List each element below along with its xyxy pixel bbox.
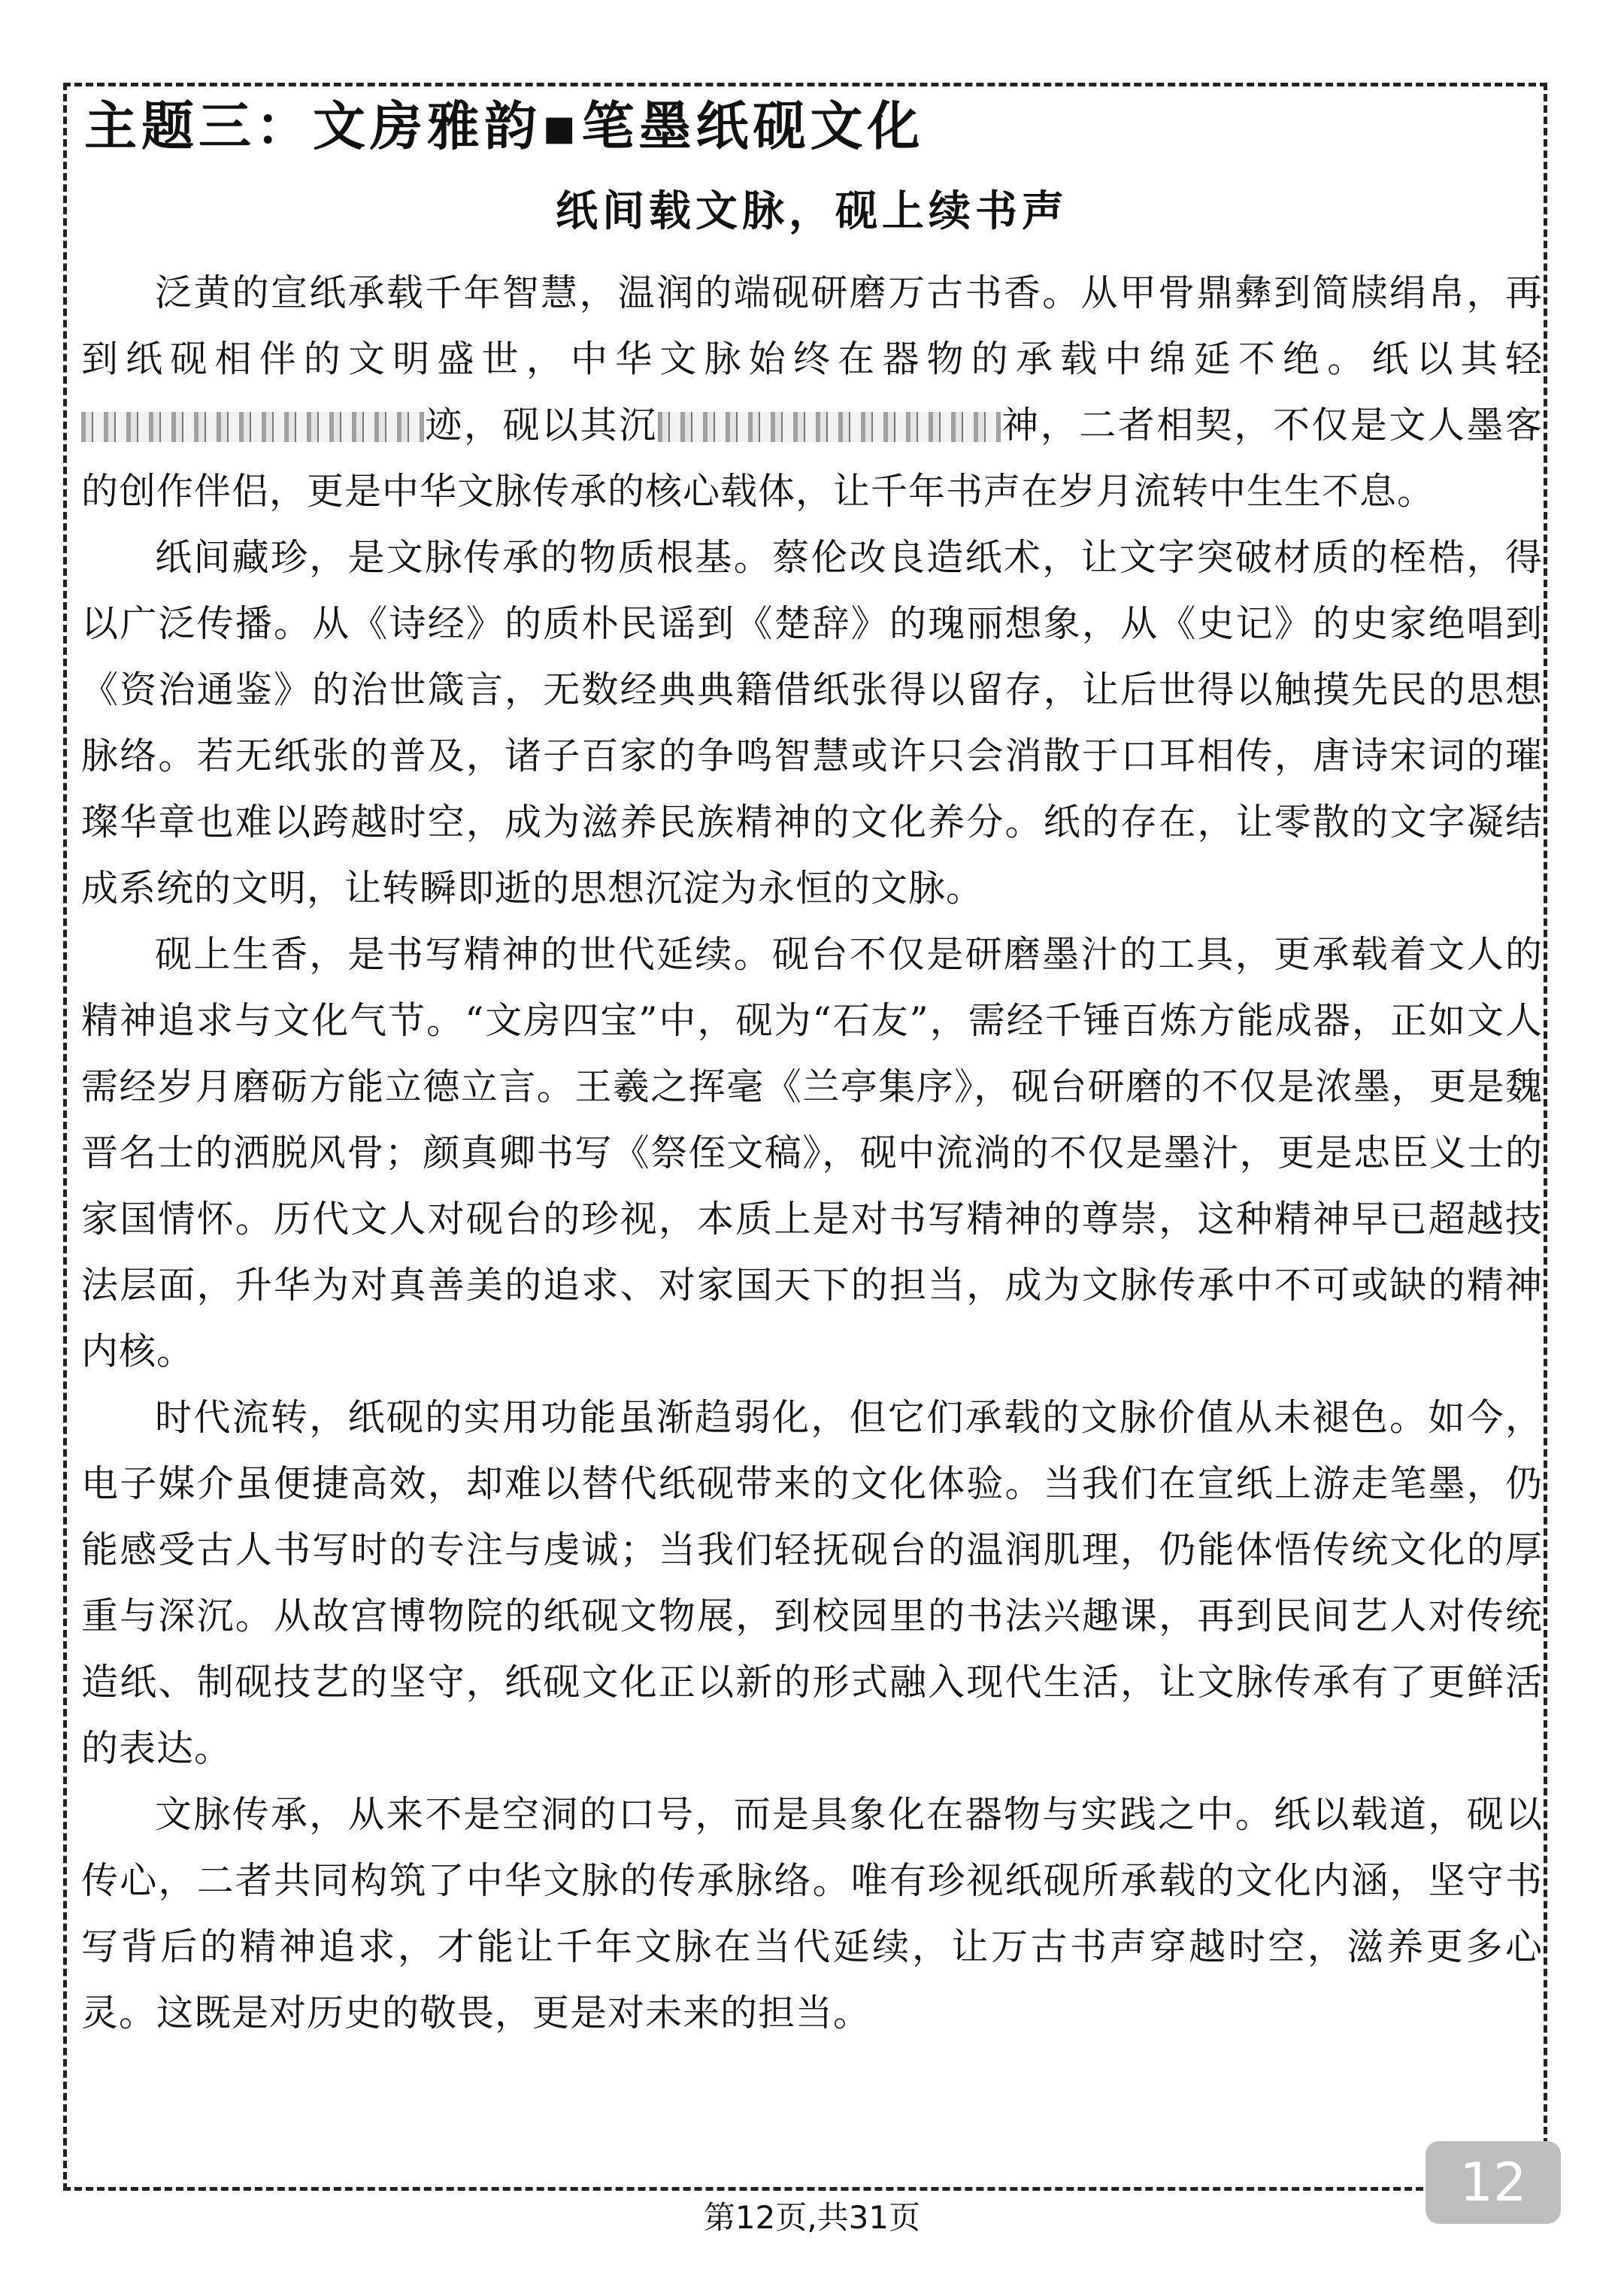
paragraph-1-part-b: 迹，砚以其沉	[424, 404, 658, 447]
paragraph-1-part-c: 神，二者相契，不仅是文人墨客的创作伴侣，更是中华文脉传承的核心载体，让千年书声在岁月流转中生生不息。	[81, 404, 1543, 513]
essay-body	[81, 260, 1543, 2046]
essay-title: 纸间载文脉，砚上续书声	[556, 187, 1068, 236]
page-badge: 12	[1426, 2141, 1561, 2224]
paragraph-5: 文脉传承，从来不是空洞的口号，而是具象化在器物与实践之中。纸以载道，砚以传心，二者共同构筑了中华文脉的传承脉络。唯有珍视纸砚所承载的文化内涵，坚守书写背后的精神追求，才能让千年文脉在当代延续，让万古书声穿越时空，滋养更多心灵。这既是对历史的敬畏，更是对未来的担当。	[81, 1793, 1543, 2034]
paragraph-1-part-a: 泛黄的宣纸承载千年智慧，温润的端砚研磨万古书香。从甲骨鼎彝到简牍绢帛，再到纸砚相伴的文明盛世，中华文脉始终在器物的承载中绵延不绝。纸以其轻	[81, 271, 1543, 380]
redacted-text-block	[81, 412, 424, 442]
paragraph-1	[81, 260, 1543, 525]
paragraph-3: 砚上生香，是书写精神的世代延续。砚台不仅是研磨墨汁的工具，更承载着文人的精神追求与文化气节。“文房四宝”中，砚为“石友”，需经千锤百炼方能成器，正如文人需经岁月磨砺方能立德立言。王羲之挥毫《兰亭集序》，砚台研磨的不仅是浓墨，更是魏晋名士的洒脱风骨；颜真卿书写《祭侄文稿》，砚中流淌的不仅是墨汁，更是忠臣义士的家国情怀。历代文人对砚台的珍视，本质上是对书写精神的尊崇，这种精神早已超越技法层面，升华为对真善美的追求、对家国天下的担当，成为文脉传承中不可或缺的精神内核。	[81, 933, 1543, 1373]
page-number-label: 第12页,共31页	[703, 2199, 921, 2236]
redacted-text-block	[658, 412, 1001, 442]
theme-title: 主题三：文房雅韵▪笔墨纸砚文化	[84, 95, 925, 157]
paragraph-2: 纸间藏珍，是文脉传承的物质根基。蔡伦改良造纸术，让文字突破材质的桎梏，得以广泛传播。从《诗经》的质朴民谣到《楚辞》的瑰丽想象，从《史记》的史家绝唱到《资治通鉴》的治世箴言，无数经典典籍借纸张得以留存，让后世得以触摸先民的思想脉络。若无纸张的普及，诸子百家的争鸣智慧或许只会消散于口耳相传，唐诗宋词的璀璨华章也难以跨越时空，成为滋养民族精神的文化养分。纸的存在，让零散的文字凝结成系统的文明，让转瞬即逝的思想沉淀为永恒的文脉。	[81, 536, 1543, 910]
paragraph-4: 时代流转，纸砚的实用功能虽渐趋弱化，但它们承载的文脉价值从未褪色。如今，电子媒介虽便捷高效，却难以替代纸砚带来的文化体验。当我们在宣纸上游走笔墨，仍能感受古人书写时的专注与虔诚；当我们轻抚砚台的温润肌理，仍能体悟传统文化的厚重与深沉。从故宫博物院的纸砚文物展，到校园里的书法兴趣课，再到民间艺人对传统造纸、制砚技艺的坚守，纸砚文化正以新的形式融入现代生活，让文脉传承有了更鲜活的表达。	[81, 1396, 1543, 1770]
